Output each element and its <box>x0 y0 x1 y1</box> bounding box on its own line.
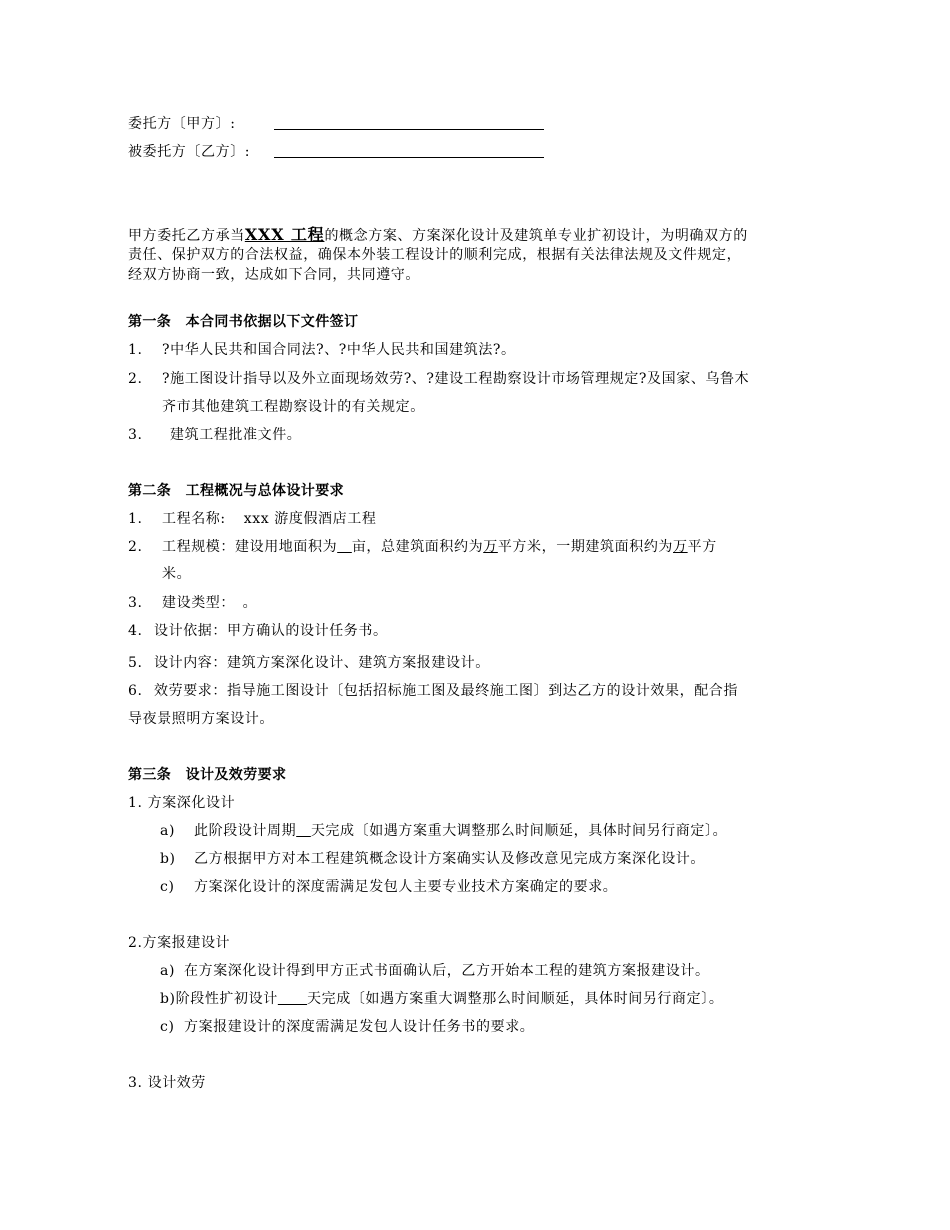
article-3-title: 第三条 设计及效劳要求 <box>128 767 287 783</box>
section-3-title: 3. 设计效劳 <box>128 1075 207 1091</box>
item-text: 建筑工程批准文件。 <box>170 427 302 443</box>
scale-text: 工程规模：建设用地面积为 <box>162 539 338 555</box>
project-name-label: 工程名称: <box>162 511 226 527</box>
section-1-title: 1. 方案深化设计 <box>128 795 236 811</box>
item-label: b) <box>160 991 176 1007</box>
item-text: 天完成〔如遇方案重大调整那么时间顺延，具体时间另行商定〕。 <box>307 991 724 1007</box>
item-number: 3. <box>128 595 143 611</box>
item-text: 天完成〔如遇方案重大调整那么时间顺延，具体时间另行商定〕。 <box>310 823 728 839</box>
item-number: 1. <box>128 342 143 358</box>
item-number: 4. <box>128 623 143 639</box>
section-1-item-a <box>160 822 727 840</box>
item-label: a) <box>160 823 176 839</box>
project-name: XXX 工程 <box>244 225 325 244</box>
scale-text: 亩，总建筑面积约为 <box>351 539 484 555</box>
section-2-item-a <box>160 962 710 980</box>
item-text: 建设类型： 。 <box>162 595 258 611</box>
article-2-item-3 <box>128 594 257 612</box>
article-2-item-6 <box>128 682 738 700</box>
article-2-title: 第二条 工程概况与总体设计要求 <box>128 483 344 499</box>
item-text: 在方案深化设计得到甲方正式书面确认后，乙方开始本工程的建筑方案报建设计。 <box>184 963 710 979</box>
item-label: a) <box>160 963 176 979</box>
item-text: 设计内容：建筑方案深化设计、建筑方案报建设计。 <box>154 655 490 671</box>
item-label: c) <box>160 1019 175 1035</box>
item-text: ?中华人民共和国合同法?、?中华人民共和国建筑法?。 <box>162 342 516 358</box>
article-1-title: 第一条 本合同书依据以下文件签订 <box>128 314 359 330</box>
period-blank <box>296 823 311 839</box>
contractor-label: 被委托方〔乙方〕: <box>128 144 251 160</box>
client-blank <box>274 115 544 130</box>
article-2-item-5 <box>128 654 490 672</box>
section-2-item-c <box>160 1018 534 1036</box>
item-text: 效劳要求：指导施工图设计〔包括招标施工图及最终施工图〕到达乙方的设计效果，配合指 <box>154 683 738 699</box>
article-2-item-2 <box>128 538 717 556</box>
land-area-blank <box>337 539 352 555</box>
item-number: 1. <box>128 511 143 527</box>
item-label: c) <box>160 879 175 895</box>
article-2-item-6-cont: 导夜景照明方案设计。 <box>128 711 274 727</box>
intro-line-2: 责任、保护双方的合法权益，确保本外装工程设计的顺利完成，根据有关法律法规及文件规定， <box>128 247 742 263</box>
item-text: ?施工图设计指导以及外立面现场效劳?、?建设工程勘察设计市场管理规定?及国家、乌鲁木 <box>162 371 750 387</box>
article-1-item-2 <box>128 370 749 388</box>
article-2-item-4 <box>128 622 388 640</box>
article-2-item-2-cont: 米。 <box>162 566 192 582</box>
item-text: 设计依据：甲方确认的设计任务书。 <box>154 623 388 639</box>
intro-line-3: 经双方协商一致，达成如下合同，共同遵守。 <box>128 267 420 283</box>
article-1-item-2-cont: 齐市其他建筑工程勘察设计的有关规定。 <box>162 399 425 415</box>
client-line <box>128 115 236 133</box>
item-number: 2. <box>128 371 143 387</box>
contractor-line <box>128 143 250 161</box>
contractor-blank <box>274 143 544 158</box>
intro-line-1 <box>128 226 748 245</box>
article-1-item-1 <box>128 341 516 359</box>
item-number: 2. <box>128 539 143 555</box>
scale-text: 平方 <box>687 539 717 555</box>
period-blank <box>278 991 307 1007</box>
client-label: 委托方〔甲方〕: <box>128 116 236 132</box>
item-text: 方案报建设计的深度需满足发包人设计任务书的要求。 <box>184 1019 535 1035</box>
project-name-value: xxx 游度假酒店工程 <box>243 511 377 527</box>
scale-text: 平方米，一期建筑面积约为 <box>497 539 674 555</box>
intro-text: 的概念方案、方案深化设计及建筑单专业扩初设计，为明确双方的 <box>324 228 748 244</box>
section-1-item-b <box>160 850 705 868</box>
section-2-item-b <box>160 990 723 1008</box>
article-2-item-1 <box>128 510 376 528</box>
item-number: 5. <box>128 655 143 671</box>
item-text: 阶段性扩初设计 <box>175 991 278 1007</box>
article-1-item-3 <box>128 426 301 444</box>
item-text: 此阶段设计周期 <box>194 823 297 839</box>
section-1-item-c <box>160 878 617 896</box>
item-number: 3. <box>128 427 143 443</box>
item-label: b) <box>160 851 176 867</box>
phase1-area-blank: 万 <box>673 539 688 555</box>
total-area-blank: 万 <box>483 539 498 555</box>
section-2-title: 2.方案报建设计 <box>128 935 231 951</box>
item-number: 6. <box>128 683 143 699</box>
item-text: 方案深化设计的深度需满足发包人主要专业技术方案确定的要求。 <box>194 879 618 895</box>
intro-text: 甲方委托乙方承当 <box>128 228 245 244</box>
item-text: 乙方根据甲方对本工程建筑概念设计方案确实认及修改意见完成方案深化设计。 <box>194 851 705 867</box>
